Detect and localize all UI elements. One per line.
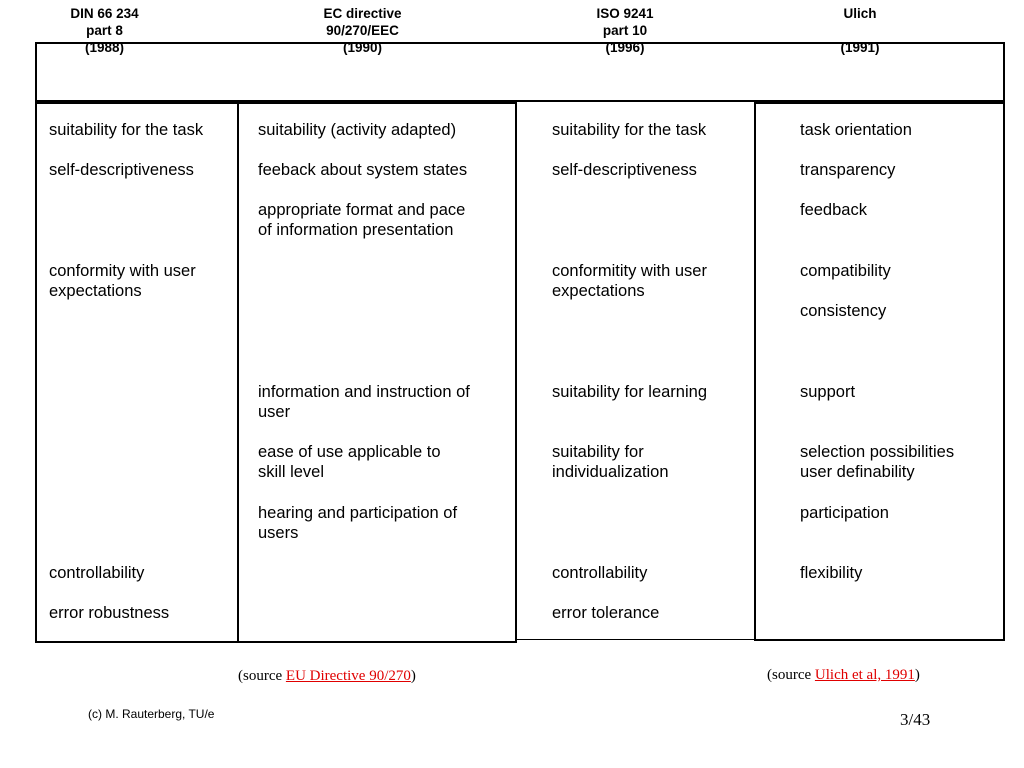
cell-ulich-row-7: selection possibilities user definability [800,443,955,481]
source-ec-suffix: ) [410,668,416,684]
column-din-panel [35,102,239,643]
cell-iso-row-2: self-descriptiveness [552,161,697,179]
cell-ulich-row-6: support [800,383,856,401]
header-din: DIN 66 234 part 8 (1988) [70,6,139,55]
cell-ulich-row-5: consistency [800,302,887,320]
header-iso: ISO 9241 part 10 (1996) [596,6,654,55]
cell-iso-row-1: suitability for the task [552,121,707,139]
cell-ulich-row-3: feedback [800,201,867,219]
cell-ec-row-1: suitability (activity adapted) [258,121,457,139]
cell-iso-row-9: controllability [552,564,648,582]
cell-iso-row-4: conformitity with user expectations [552,262,707,300]
source-ec-link[interactable]: EU Directive 90/270 [285,668,411,684]
cell-ulich-row-8: participation [800,504,889,522]
source-ec-prefix: (source [238,668,286,684]
column-iso-bottom-line [515,639,756,641]
column-ec-panel [237,102,517,643]
source-ulich-link[interactable]: Ulich et al, 1991 [814,667,915,683]
header-ulich: Ulich (1991) [840,6,880,55]
source-ec [238,668,416,685]
source-ulich [767,667,920,684]
cell-ulich-row-9: flexibility [800,564,863,582]
cell-ulich-row-2: transparency [800,161,896,179]
cell-iso-row-10: error tolerance [552,604,660,622]
cell-ec-row-3: appropriate format and pace of information presentation [258,201,466,239]
cell-din-row-1: suitability for the task [49,121,204,139]
cell-ulich-row-1: task orientation [800,121,912,139]
cell-din-row-2: self-descriptiveness [49,161,194,179]
cell-din-row-4: conformity with user expectations [49,262,196,300]
source-ulich-suffix: ) [914,667,920,683]
copyright: (c) M. Rauterberg, TU/e [88,707,215,721]
cell-iso-row-6: suitability for learning [552,383,707,401]
cell-ec-row-2: feeback about system states [258,161,468,179]
cell-ec-row-6: information and instruction of user [258,383,470,421]
header-ec: EC directive 90/270/EEC (1990) [323,6,402,55]
cell-ec-row-8: hearing and participation of users [258,504,458,542]
source-ulich-prefix: (source [767,667,815,683]
cell-ec-row-7: ease of use applicable to skill level [258,443,441,481]
cell-din-row-10: error robustness [49,604,170,622]
page-number: 3/43 [900,710,931,729]
cell-din-row-9: controllability [49,564,145,582]
cell-iso-row-7: suitability for individualization [552,443,669,481]
column-ulich-panel [754,102,1005,641]
cell-ulich-row-4: compatibility [800,262,891,280]
